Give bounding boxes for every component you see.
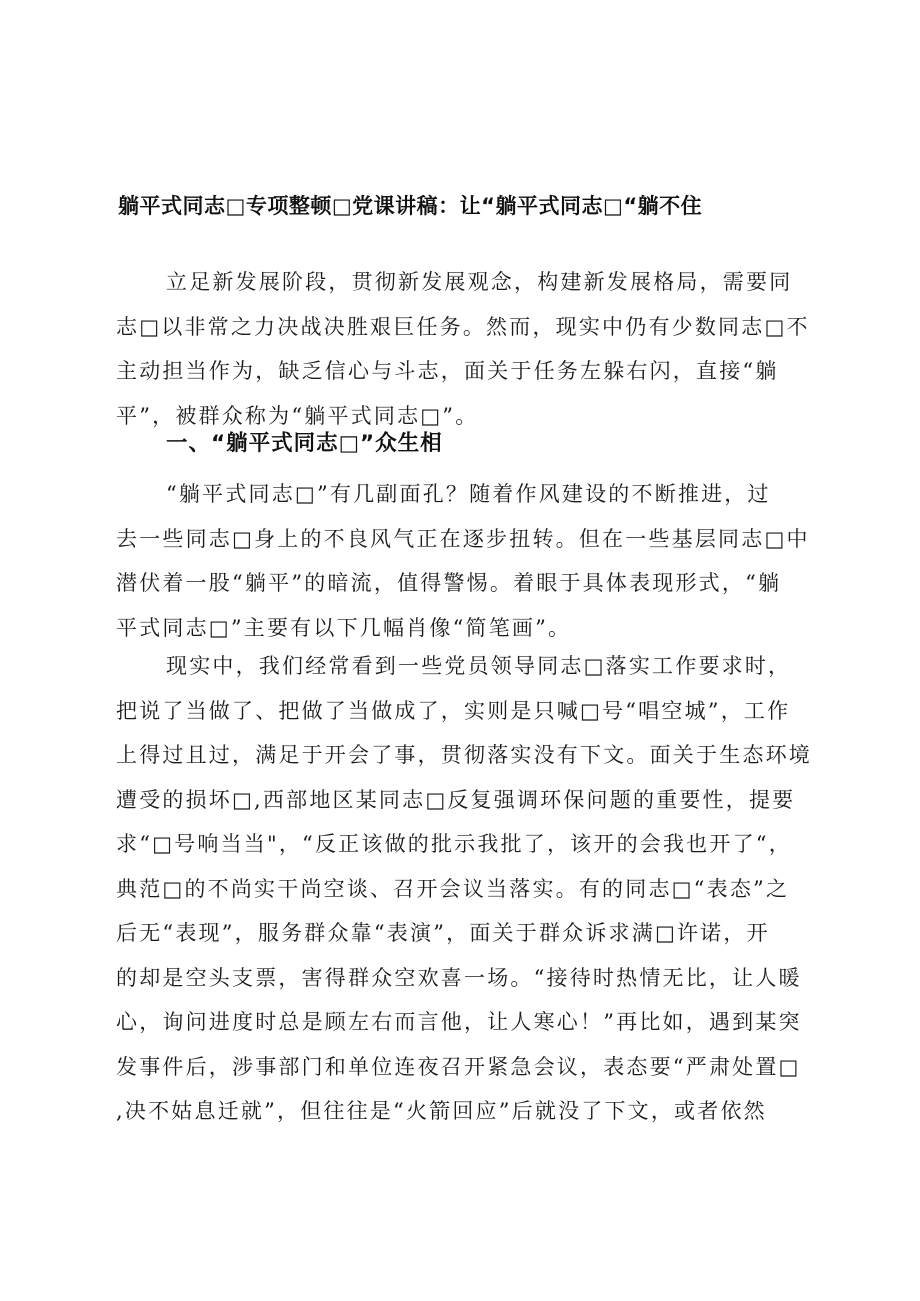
paragraph-line: “躺平式同志□”有几副面孔？随着作风建设的不断推进，过	[166, 482, 771, 506]
paragraph-line: 平式同志□”主要有以下几幅肖像“简笔画”。	[116, 615, 572, 640]
paragraph-faces	[116, 472, 810, 650]
paragraph-line: 典范□的不尚实干尚空谈、召开会议当落实。有的同志□“表态”之	[116, 876, 790, 901]
paragraph-line: 遭受的损坏□,西部地区某同志□反复强调环保问题的重要性，提要	[116, 787, 796, 812]
paragraph-line: 潜伏着一股“躺平”的暗流，值得警惕。着眼于具体表现形式，“躺	[116, 571, 782, 595]
paragraph-line: ,决不姑息迁就”，但往往是“火箭回应”后就没了下文，或者依然	[116, 1099, 767, 1123]
paragraph-line: 上得过且过，满足于开会了事，贯彻落实没有下文。面关于生态环境	[116, 743, 812, 767]
paragraph-line: 主动担当作为，缺乏信心与斗志，面关于任务左躲右闪，直接“躺	[116, 359, 779, 383]
paragraph-reality	[116, 644, 812, 1134]
paragraph-line: 把说了当做了、把做了当做成了，实则是只喊□号“唱空城”，工作	[116, 698, 791, 723]
paragraph-line: 后无“表现”，服务群众靠“表演”，面关于群众诉求满□许诺，开	[116, 921, 770, 945]
paragraph-intro	[116, 260, 810, 438]
paragraph-line: 发事件后，涉事部门和单位连夜召开紧急会议，表态要“严肃处置□	[116, 1054, 801, 1079]
paragraph-line: 的却是空头支票，害得群众空欢喜一场。“接待时热情无比，让人暖	[116, 965, 802, 990]
paragraph-line: 心，询问进度时总是顾左右而言他，让人寒心！”再比如，遇到某突	[116, 1010, 802, 1034]
section-heading: 一、“躺平式同志□”众生相	[166, 431, 443, 456]
paragraph-line: 立足新发展阶段，贯彻新发展观念，构建新发展格局，需要同	[166, 270, 793, 294]
paragraph-line: 去一些同志□身上的不良风气正在逐步扭转。但在一些基层同志□中	[116, 526, 810, 551]
paragraph-line: 现实中，我们经常看到一些党员领导同志□落实工作要求时，	[166, 654, 792, 678]
paragraph-line: 平”，被群众称为“躺平式同志□”。	[116, 403, 479, 428]
paragraph-line: 求“□号响当当"，“反正该做的批示我批了，该开的会我也开了“，	[116, 832, 792, 856]
paragraph-line: 志□以非常之力决战决胜艰巨任务。然而，现实中仍有少数同志□不	[116, 314, 810, 339]
document-title: 躺平式同志□专项整顿□党课讲稿：让“躺平式同志□“躺不住	[118, 194, 703, 218]
